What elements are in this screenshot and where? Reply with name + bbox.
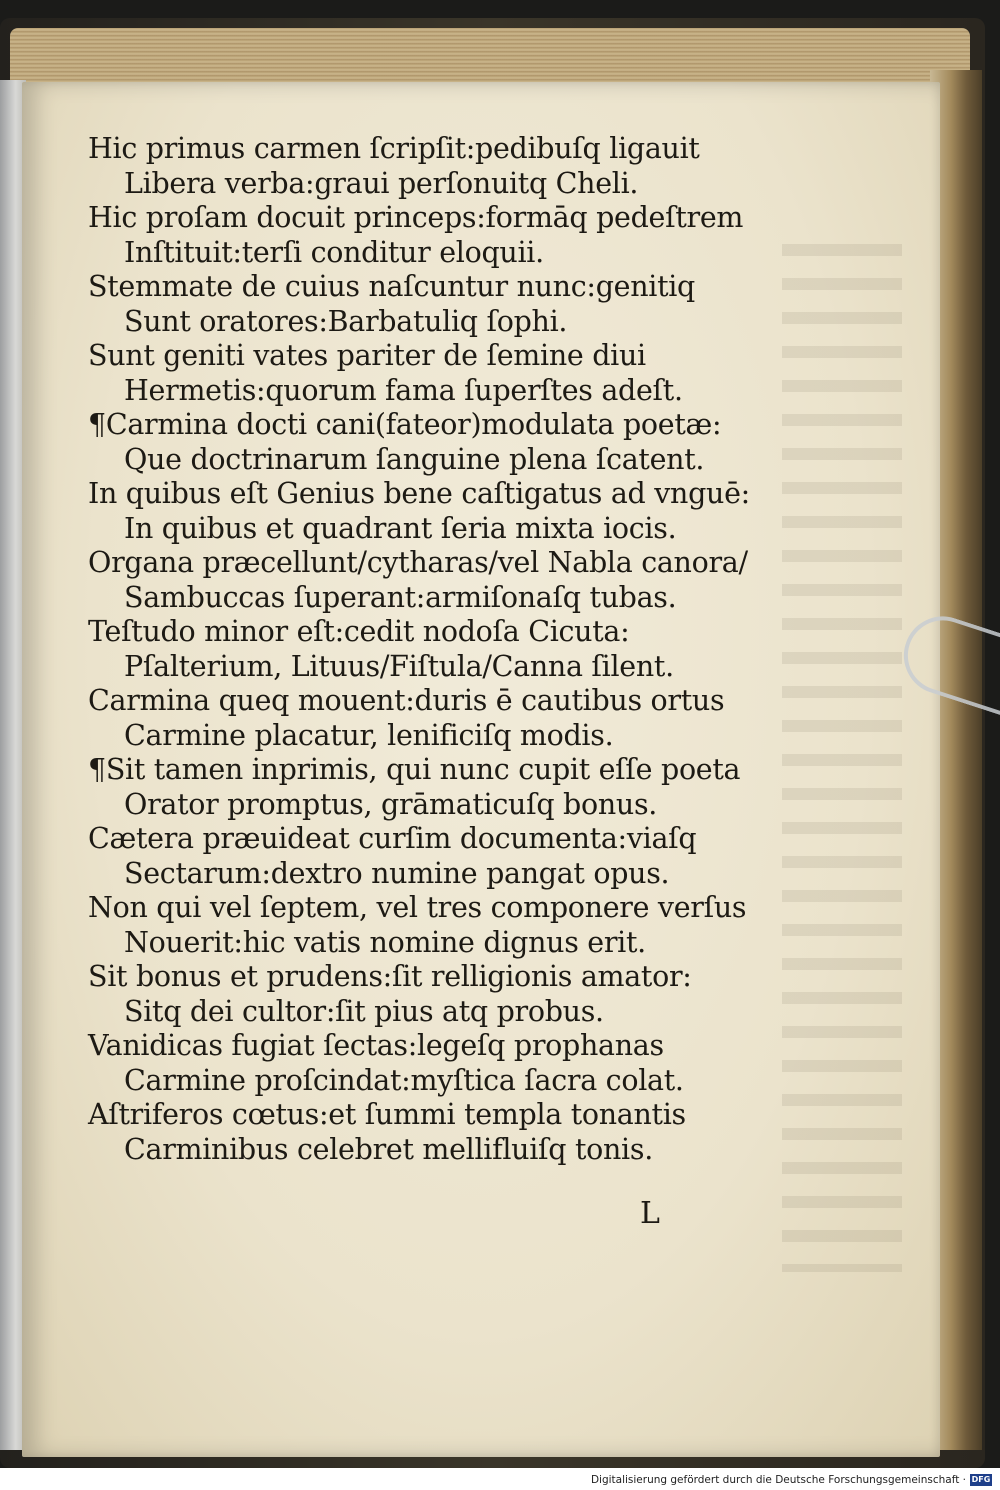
poem-line: ¶Carmina docti cani(fateor)modulata poetæ: [88, 408, 722, 441]
poem-line: Libera verba:graui perſonuitq Cheli. [124, 166, 639, 200]
poem-line: Sit bonus et prudens:ſit relligionis amator: [88, 960, 692, 993]
poem-line: ¶Sit tamen inprimis, qui nunc cupit eſſe poeta [88, 753, 741, 786]
poem-line: Carminibus celebret mellifluiſq tonis. [124, 1132, 653, 1166]
book-head-edge [10, 28, 970, 90]
poem-line: Sitq dei cultor:ſit pius atq probus. [124, 994, 604, 1028]
poem-line: Cætera præuideat curſim documenta:viaſq [88, 822, 697, 855]
poem-line: In quibus et quadrant ſeria mixta iocis. [124, 511, 677, 545]
poem-line: Hic primus carmen ſcripſit:pedibuſq ligauit [88, 132, 700, 165]
poem-line: Hermetis:quorum fama ſuperſtes adeſt. [124, 373, 683, 407]
poem-line: Teſtudo minor eſt:cedit nodoſa Cicuta: [88, 615, 630, 648]
facing-page-showthrough [782, 222, 902, 1272]
poem-line: Carmine placatur, lenificiſq modis. [124, 718, 614, 752]
poem-line: Sectarum:dextro numine pangat opus. [124, 856, 670, 890]
footer-credit: Digitalisierung gefördert durch die Deutsche Forschungsgemeinschaft · [590, 1474, 966, 1486]
poem-line: Carmina queq mouent:duris ē cautibus ortus [88, 684, 725, 717]
poem-line: Stemmate de cuius naſcuntur nunc:genitiq [88, 270, 695, 303]
poem-line: Hic proſam docuit princeps:formāq pedeſtrem [88, 201, 744, 234]
poem-line: Carmine proſcindat:myſtica ſacra colat. [124, 1063, 684, 1097]
poem-line: Sunt oratores:Barbatuliq ſophi. [124, 304, 568, 338]
poem-line: Vanidicas fugiat ſectas:legeſq prophanas [88, 1029, 664, 1062]
poem-line: In quibus eſt Genius bene caſtigatus ad vnguē: [88, 477, 750, 510]
catchword: L [640, 1196, 660, 1231]
poem-line: Que doctrinarum ſanguine plena ſcatent. [124, 442, 705, 476]
poem-line: Sunt geniti vates pariter de ſemine diui [88, 339, 646, 372]
dfg-logo-icon: DFG [971, 1475, 991, 1484]
poem-text-block [88, 132, 748, 1167]
footer-bar [0, 1468, 1000, 1490]
poem-line: Sambuccas ſuperant:armiſonaſq tubas. [124, 580, 677, 614]
poem-line: Orator promptus, grāmaticuſq bonus. [124, 787, 658, 821]
poem-line: Pſalterium, Lituus/Fiſtula/Canna ſilent. [124, 649, 674, 683]
poem-line: Aſtriferos cœtus:et ſummi templa tonantis [88, 1098, 686, 1131]
poem-line: Non qui vel ſeptem, vel tres componere verſus [88, 891, 747, 924]
poem-line: Inſtituit:terſi conditur eloquii. [124, 235, 544, 269]
poem-line: Nouerit:hic vatis nomine dignus erit. [124, 925, 646, 959]
poem-line: Organa præcellunt/cytharas/vel Nabla canora/ [88, 546, 748, 579]
